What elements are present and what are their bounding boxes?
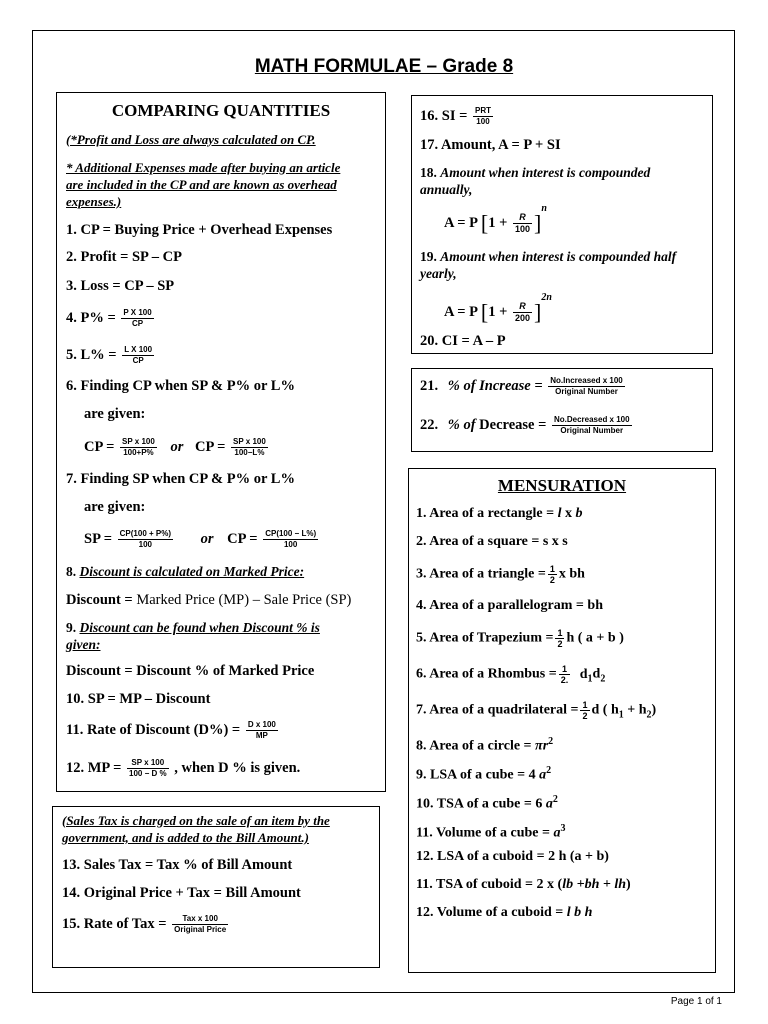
finding-sp-given: are given: xyxy=(84,499,146,515)
fraction-numerator: R xyxy=(513,212,532,224)
volume-cube xyxy=(416,820,566,843)
formula-rate-of-discount xyxy=(66,720,280,741)
rate-tax-fraction xyxy=(172,914,228,935)
formula-compound-half xyxy=(444,292,552,325)
volume-cuboid-terms: l b h xyxy=(566,905,593,920)
rate-tax-lhs: 15. Rate of Tax = xyxy=(62,915,167,932)
fraction-numerator: L X 100 xyxy=(124,345,153,354)
volume-cuboid xyxy=(416,904,592,922)
var-a: a xyxy=(545,796,553,812)
fraction-numerator: 1 xyxy=(549,564,555,574)
rhombus-lhs: 6. Area of a Rhombus = xyxy=(416,666,557,682)
times: x xyxy=(561,506,576,521)
discount-note-line xyxy=(66,563,304,581)
area-rhombus xyxy=(416,664,605,689)
page-number: Page 1 of 1 xyxy=(670,996,722,1007)
percent-of: % of xyxy=(447,416,476,433)
percent-increase-fraction xyxy=(548,376,624,397)
formula-rate-of-tax xyxy=(62,914,230,935)
fraction-denominator: 2 xyxy=(557,639,563,649)
fraction-denominator: 100 xyxy=(283,540,298,549)
discount-percent-note xyxy=(66,619,320,637)
tsa-cube-lhs: 10. TSA of a cube = 6 xyxy=(416,796,546,812)
compound-half-text xyxy=(420,248,676,266)
var-l: l xyxy=(557,506,562,521)
fraction-numerator: 1 xyxy=(559,664,571,675)
fraction-denominator: Original Number xyxy=(555,387,618,396)
triangle-rhs: x bh xyxy=(558,566,585,582)
sales-tax-note-b: government, and is added to the Bill Amount.) xyxy=(62,830,309,845)
var-d: d xyxy=(579,666,588,682)
trapezium-rhs: h ( a + b ) xyxy=(566,630,624,646)
formula-sp-mp: 10. SP = MP – Discount xyxy=(66,691,211,707)
subscript: 2 xyxy=(600,673,606,685)
area-square: 2. Area of a square = s x s xyxy=(416,534,568,549)
mp-lhs: 12. MP = xyxy=(66,759,122,776)
si-lhs: 16. SI = xyxy=(420,107,468,124)
percent-decrease-lhs: Decrease = xyxy=(479,416,547,433)
sp-profit-fraction xyxy=(118,529,173,550)
area-parallelogram: 4. Area of a parallelogram = bh xyxy=(416,598,603,613)
fraction-numerator: CP(100 + P%) xyxy=(119,529,171,538)
area-trapezium xyxy=(416,628,624,649)
lsa-cube xyxy=(416,762,551,785)
formula-profit: 2. Profit = SP – CP xyxy=(66,249,182,265)
compound-annual-text xyxy=(420,164,650,182)
formula-loss-percent xyxy=(66,345,156,366)
formula-percent-increase xyxy=(420,376,627,397)
item-number: 18. xyxy=(420,165,437,180)
item-number: 19. xyxy=(420,249,437,264)
mp-fraction xyxy=(127,758,169,779)
cp-lhs: CP = xyxy=(84,438,115,455)
fraction-denominator: 100+P% xyxy=(123,448,154,457)
note-overhead-c: expenses.) xyxy=(66,194,122,209)
formula-cp-from-sp xyxy=(84,437,270,458)
lsa-cube-lhs: 9. LSA of a cube = 4 xyxy=(416,767,540,783)
triangle-lhs: 3. Area of a triangle = xyxy=(416,566,546,582)
fraction-denominator: 2. xyxy=(560,675,569,685)
volume-cuboid-lhs: 12. Volume of a cuboid = xyxy=(416,905,567,920)
area-rectangle xyxy=(416,505,582,523)
finding-sp-heading: 7. Finding SP when CP & P% or L% xyxy=(66,471,295,487)
power: 2n xyxy=(541,292,552,303)
fraction-denominator: 200 xyxy=(514,313,530,323)
or-text: or xyxy=(170,438,184,455)
fraction-numerator: 1 xyxy=(582,700,588,710)
comparing-heading: COMPARING QUANTITIES xyxy=(111,101,331,120)
trapezium-lhs: 5. Area of Trapezium = xyxy=(416,630,554,646)
var-d: d xyxy=(592,666,601,682)
pi-r: πr xyxy=(535,738,549,754)
note-profit-loss: (*Profit and Loss are always calculated on CP. xyxy=(66,132,316,147)
item-number: 21. xyxy=(420,377,439,394)
fraction-denominator: 2 xyxy=(549,575,555,585)
finding-cp-heading: 6. Finding CP when SP & P% or L% xyxy=(66,378,295,394)
formula-amount: 17. Amount, A = P + SI xyxy=(420,137,561,153)
tsa-cuboid-lhs: 11. TSA of cuboid = 2 x ( xyxy=(416,877,563,892)
fraction-denominator: 2 xyxy=(582,711,588,721)
tsa-cuboid xyxy=(416,876,631,894)
discount-note: Discount is calculated on Marked Price: xyxy=(79,564,305,579)
formula-sales-tax: 13. Sales Tax = Tax % of Bill Amount xyxy=(62,857,293,873)
formula-profit-percent xyxy=(66,308,156,329)
si-fraction xyxy=(473,106,493,127)
half-fraction xyxy=(580,700,589,721)
formula-si xyxy=(420,106,495,127)
one-plus: 1 + xyxy=(488,303,508,320)
sp-loss-fraction xyxy=(263,529,318,550)
subscript: 2 xyxy=(646,709,652,721)
item-number: 22. xyxy=(420,416,439,433)
formula-discount xyxy=(66,591,351,609)
formula-compound-annual xyxy=(444,203,547,236)
half-fraction xyxy=(559,664,571,685)
rate-discount-lhs: 11. Rate of Discount (D%) = xyxy=(66,721,241,738)
rectangle-lhs: 1. Area of a rectangle = xyxy=(416,506,558,521)
fraction-numerator: SP x 100 xyxy=(233,437,266,446)
rate-fraction xyxy=(513,301,532,324)
close-paren: ) xyxy=(651,702,657,718)
power: 2 xyxy=(548,736,554,747)
fraction-numerator: PRT xyxy=(474,106,491,115)
formula-bill-amount: 14. Original Price + Tax = Bill Amount xyxy=(62,885,301,901)
note-overhead-b: are included in the CP and are known as overhead xyxy=(66,177,337,192)
compound-annual-text-a: Amount when interest is compounded xyxy=(440,165,651,180)
amount-lhs: A = P xyxy=(444,303,478,320)
right-bracket: ] xyxy=(534,299,542,325)
percent-increase-lhs: % of Increase = xyxy=(447,377,543,394)
formula-percent-decrease xyxy=(420,415,634,436)
var-a: a xyxy=(539,767,547,783)
fraction-numerator: Tax x 100 xyxy=(172,914,228,925)
fraction-denominator: 100−L% xyxy=(234,448,265,457)
var-a: a xyxy=(553,825,561,841)
fraction-denominator: 100 − D % xyxy=(129,769,167,778)
fraction-numerator: P X 100 xyxy=(123,308,152,317)
cp-lhs: CP = xyxy=(227,530,258,547)
volume-cube-lhs: 11. Volume of a cube = xyxy=(416,825,554,841)
formula-loss: 3. Loss = CP – SP xyxy=(66,278,175,294)
power: 2 xyxy=(546,765,552,776)
fraction-denominator: 100 xyxy=(476,117,490,126)
loss-percent-fraction xyxy=(122,345,154,366)
one-plus: 1 + xyxy=(488,214,508,231)
fraction-numerator: CP(100 − L%) xyxy=(265,529,317,538)
percent-decrease-fraction xyxy=(552,415,632,436)
cp-profit-fraction xyxy=(120,437,157,458)
fraction-numerator: SP x 100 xyxy=(122,437,155,446)
power: 3 xyxy=(560,823,566,834)
power: 2 xyxy=(552,794,558,805)
discount-percent-note-b: given: xyxy=(66,637,101,652)
fraction-numerator: No.Decreased x 100 xyxy=(553,415,630,424)
discount-percent-note-a: Discount can be found when Discount % is xyxy=(79,620,320,635)
left-bracket: [ xyxy=(480,210,489,236)
formula-mp xyxy=(66,758,300,779)
fraction-denominator: Original Number xyxy=(560,426,624,435)
compound-half-text-a: Amount when interest is compounded half xyxy=(440,249,677,264)
circle-lhs: 8. Area of a circle = xyxy=(416,738,536,754)
fraction-numerator: 1 xyxy=(557,628,563,638)
fraction-numerator: R xyxy=(513,301,532,313)
formula-discount-percent: Discount = Discount % of Marked Price xyxy=(66,663,315,679)
fraction-numerator: D x 100 xyxy=(247,720,276,729)
item-number: 9. xyxy=(66,620,77,635)
fraction-denominator: Original Price xyxy=(174,925,227,934)
right-bracket: ] xyxy=(534,210,542,236)
or-text: or xyxy=(200,530,214,547)
plus-h: + h xyxy=(623,702,647,718)
quadrilateral-lhs: 7. Area of a quadrilateral = xyxy=(416,702,579,718)
fraction-denominator: CP xyxy=(132,356,144,365)
profit-percent-lhs: 4. P% = xyxy=(66,309,116,326)
mp-rhs: , when D % is given. xyxy=(174,759,301,776)
compound-annual-text-b: annually, xyxy=(420,182,473,197)
half-fraction xyxy=(555,628,564,649)
cp-loss-fraction xyxy=(231,437,268,458)
mensuration-heading: MENSURATION xyxy=(497,476,627,495)
fraction-denominator: 100 xyxy=(514,224,530,234)
formula-cp: 1. CP = Buying Price + Overhead Expenses xyxy=(66,222,333,238)
fraction-numerator: SP x 100 xyxy=(127,758,169,769)
left-bracket: [ xyxy=(480,299,489,325)
rate-fraction xyxy=(513,212,532,235)
var-b: b xyxy=(575,506,583,521)
compound-half-text-b: yearly, xyxy=(420,266,457,281)
discount-rhs: Marked Price (MP) – Sale Price (SP) xyxy=(136,592,352,608)
rate-discount-fraction xyxy=(246,720,278,741)
page-title: MATH FORMULAE – Grade 8 xyxy=(254,56,514,77)
fraction-denominator: 100 xyxy=(138,540,152,549)
loss-percent-lhs: 5. L% = xyxy=(66,346,117,363)
fraction-denominator: CP xyxy=(131,319,144,328)
subscript: 1 xyxy=(587,673,593,685)
discount-lhs: Discount = xyxy=(66,592,137,608)
cp-lhs: CP = xyxy=(194,438,226,455)
fraction-denominator: MP xyxy=(255,731,268,740)
sp-lhs: SP = xyxy=(84,530,113,547)
sales-tax-note-a: (Sales Tax is charged on the sale of an item by the xyxy=(62,813,330,828)
amount-lhs: A = P xyxy=(444,214,478,231)
fraction-numerator: No.Increased x 100 xyxy=(550,376,623,385)
formula-sp-from-cp xyxy=(84,529,320,550)
item-number: 8. xyxy=(66,564,77,579)
formula-ci: 20. CI = A – P xyxy=(420,333,506,349)
lsa-cuboid: 12. LSA of a cuboid = 2 h (a + b) xyxy=(416,849,609,864)
note-overhead-a: * Additional Expenses made after buying an article xyxy=(66,160,341,175)
tsa-cuboid-terms: lb +bh + lh xyxy=(562,877,627,892)
power: n xyxy=(541,203,547,214)
profit-percent-fraction xyxy=(121,308,153,329)
tsa-cube xyxy=(416,791,558,814)
half-fraction xyxy=(548,564,557,585)
close-paren: ) xyxy=(626,877,631,892)
finding-cp-given: are given: xyxy=(84,406,146,422)
subscript: 1 xyxy=(618,709,624,721)
area-circle xyxy=(416,733,553,756)
area-triangle xyxy=(416,564,585,585)
quadrilateral-rhs: d ( h xyxy=(591,702,619,718)
area-quadrilateral xyxy=(416,700,656,725)
